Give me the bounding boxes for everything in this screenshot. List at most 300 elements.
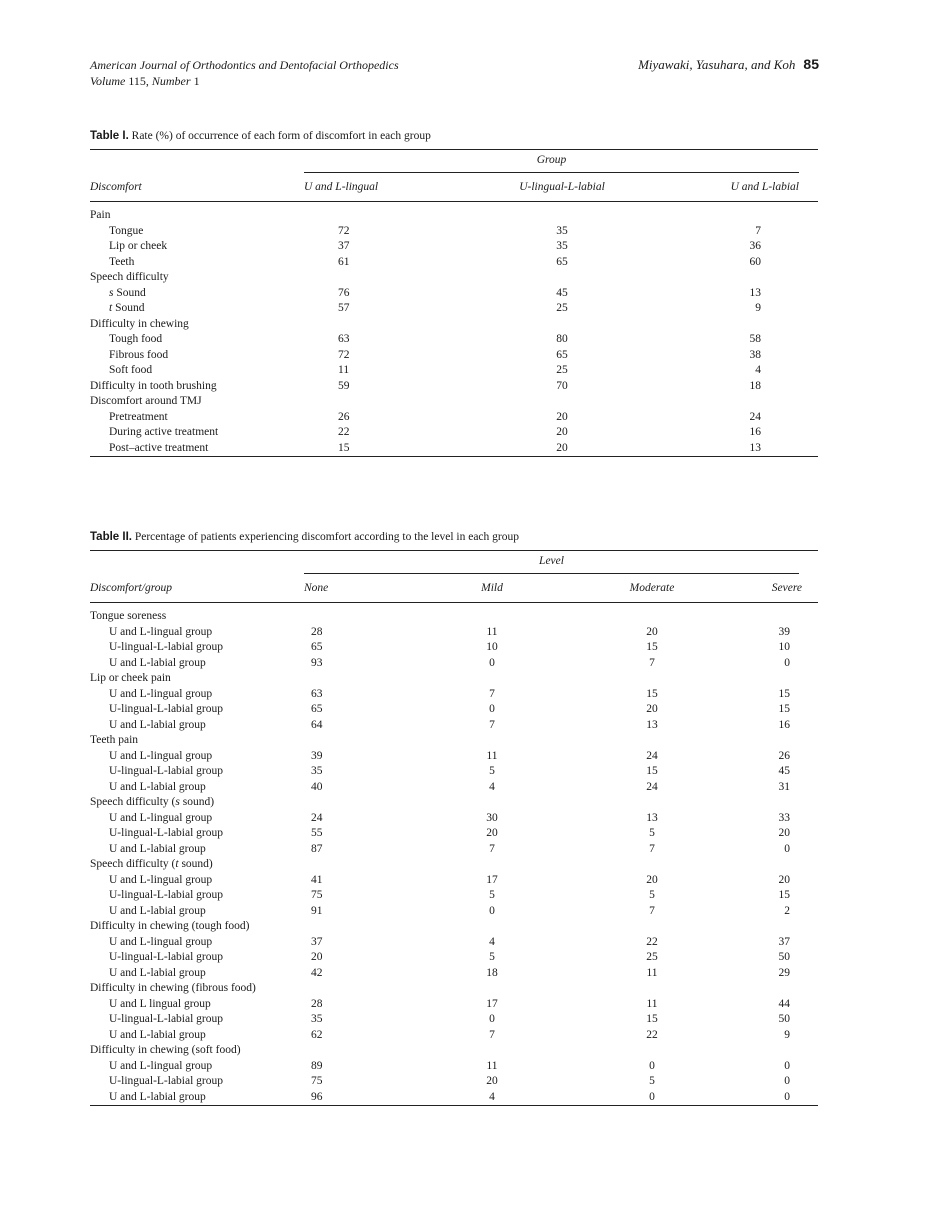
- table-1-body: [90, 208, 818, 457]
- table-cell: 22: [646, 935, 658, 948]
- table-cell: 24: [311, 811, 323, 824]
- table-cell: 44: [778, 997, 790, 1010]
- table-cell: [732, 671, 818, 687]
- table-cell: 24: [646, 749, 658, 762]
- table-cell: 63: [311, 687, 323, 700]
- table-row: [90, 749, 818, 765]
- table-row: [90, 919, 818, 935]
- table-cell: 0: [732, 1090, 818, 1106]
- table-cell: 60: [749, 255, 761, 268]
- row-label-suffix: sound): [179, 796, 215, 808]
- row-label: [90, 857, 304, 873]
- row-label: U-lingual-L-labial group: [109, 889, 224, 901]
- row-label: Lip or cheek pain: [90, 672, 171, 684]
- table-cell: 10: [486, 641, 498, 653]
- table-cell: 65: [311, 641, 323, 653]
- table-cell: [572, 919, 732, 935]
- table-cell: 45: [556, 286, 568, 299]
- table-cell: [304, 317, 412, 333]
- table-cell: 39: [311, 749, 323, 762]
- table-cell: 7: [649, 656, 655, 669]
- table-cell: 40: [311, 780, 323, 793]
- page-number: 85: [803, 56, 819, 72]
- table-cell: 16: [778, 718, 790, 731]
- table-row: [90, 609, 818, 625]
- issue-number: 1: [193, 74, 200, 88]
- table-cell: 25: [556, 302, 568, 314]
- table-cell: 41: [311, 873, 323, 886]
- table-cell: [732, 795, 818, 811]
- row-label: Fibrous food: [109, 348, 169, 361]
- table-cell: [412, 609, 572, 625]
- table-cell: 20: [646, 703, 658, 715]
- table-cell: 22: [646, 1028, 658, 1041]
- row-label: U-lingual-L-labial group: [109, 641, 224, 653]
- table-cell: 11: [338, 364, 350, 376]
- table-row: [90, 425, 818, 441]
- table-cell: 0: [784, 1059, 790, 1072]
- table-cell: 15: [778, 687, 790, 700]
- table-cell: 20: [486, 827, 498, 839]
- table-cell: [412, 317, 712, 333]
- table-cell: 7: [489, 1028, 495, 1041]
- table-1-caption-text: Rate (%) of occurrence of each form of discomfort in each group: [131, 130, 431, 142]
- table-cell: [304, 795, 412, 811]
- table-row: [90, 687, 818, 703]
- table-cell: 75: [311, 1075, 323, 1087]
- table-cell: 25: [646, 951, 658, 963]
- table-cell: 24: [646, 780, 658, 793]
- table-1-col-u-l-labial: U and L-labial: [712, 173, 818, 202]
- table-cell: [304, 1043, 412, 1059]
- row-label: Difficulty in tooth brushing: [90, 379, 217, 392]
- table-row: [90, 224, 818, 240]
- row-label-italic: s: [175, 796, 180, 808]
- table-row: [90, 255, 818, 271]
- table-row: [90, 904, 818, 920]
- table-2-label: Table II.: [90, 531, 132, 543]
- table-cell: [412, 394, 712, 410]
- table-cell: 26: [338, 410, 350, 423]
- table-cell: 0: [489, 904, 495, 917]
- table-row: [90, 826, 818, 842]
- table-cell: 0: [489, 703, 495, 715]
- table-cell: 15: [778, 703, 790, 715]
- table-cell: 91: [311, 904, 323, 917]
- table-row: [90, 857, 818, 873]
- table-cell: 15: [646, 687, 658, 700]
- table-cell: 0: [489, 1013, 495, 1025]
- table-cell: 96: [304, 1090, 412, 1106]
- table-cell: [412, 981, 572, 997]
- table-row: [90, 873, 818, 889]
- table-cell: [732, 919, 818, 935]
- table-row: [90, 625, 818, 641]
- table-cell: [304, 609, 412, 625]
- table-cell: 72: [338, 224, 350, 237]
- table-cell: 25: [556, 364, 568, 376]
- table-row: [90, 966, 818, 982]
- table-cell: 17: [486, 873, 498, 886]
- table-cell: 20: [778, 827, 790, 839]
- table-cell: 29: [778, 966, 790, 979]
- table-cell: [412, 671, 572, 687]
- table-2-caption-text: Percentage of patients experiencing discomfort according to the level in each group: [134, 531, 519, 543]
- table-row: [90, 1043, 818, 1059]
- row-label: U and L-labial group: [109, 656, 206, 669]
- table-cell: 37: [778, 935, 790, 948]
- table-row: [90, 1028, 818, 1044]
- table-cell: [732, 609, 818, 625]
- table-row: [90, 733, 818, 749]
- table-2-col-mild: Mild: [412, 574, 572, 603]
- table-cell: [412, 919, 572, 935]
- table-row: [90, 795, 818, 811]
- table-cell: 20: [556, 410, 568, 423]
- table-row: [90, 656, 818, 672]
- table-cell: [572, 795, 732, 811]
- table-cell: 9: [755, 302, 761, 314]
- table-cell: 37: [338, 240, 350, 252]
- table-cell: 35: [311, 1013, 323, 1025]
- table-row: [90, 1059, 818, 1075]
- row-label: Difficulty in chewing: [90, 317, 189, 330]
- table-cell: [712, 394, 818, 410]
- table-cell: 42: [311, 966, 323, 979]
- row-label: Lip or cheek: [109, 240, 168, 252]
- table-cell: [572, 609, 732, 625]
- table-cell: 64: [311, 718, 323, 731]
- table-cell: 7: [489, 687, 495, 700]
- row-label: U and L-labial group: [90, 1090, 304, 1106]
- row-label: U-lingual-L-labial group: [109, 1013, 224, 1025]
- running-header-right: [638, 56, 819, 73]
- table-cell: 75: [311, 889, 323, 901]
- table-2-col-moderate: Moderate: [572, 574, 732, 603]
- table-row: [90, 671, 818, 687]
- table-row: [90, 780, 818, 796]
- row-label: U and L-labial group: [109, 1028, 206, 1041]
- table-cell: 65: [556, 255, 568, 268]
- table-cell: 11: [646, 966, 658, 979]
- row-label-italic: t: [109, 302, 113, 314]
- row-label-italic: t: [175, 858, 179, 870]
- table-row: [90, 702, 818, 718]
- table-cell: 72: [338, 348, 350, 361]
- table-cell: [304, 919, 412, 935]
- table-cell: 0: [489, 656, 495, 669]
- row-label: Teeth pain: [90, 734, 139, 746]
- table-cell: 20: [486, 1075, 498, 1087]
- table-cell: 11: [486, 625, 498, 638]
- table-row: [90, 997, 818, 1013]
- row-label: Soft food: [109, 364, 153, 376]
- level-header: Level: [304, 551, 799, 574]
- row-label: U and L-labial group: [109, 904, 206, 917]
- table-cell: 20: [646, 625, 658, 638]
- table-cell: 0: [572, 1090, 732, 1106]
- table-cell: 62: [311, 1028, 323, 1041]
- table-cell: [732, 981, 818, 997]
- table-row: [90, 764, 818, 780]
- row-label: U-lingual-L-labial group: [109, 951, 224, 963]
- journal-name: American Journal of Orthodontics and Dentofacial Orthopedics: [90, 58, 399, 72]
- table-cell: 65: [556, 348, 568, 361]
- table-cell: 7: [489, 718, 495, 731]
- table-cell: [732, 1043, 818, 1059]
- row-label: U-lingual-L-labial group: [109, 765, 224, 777]
- table-cell: 15: [646, 1013, 658, 1025]
- table-cell: [304, 270, 412, 286]
- table-cell: 20: [778, 873, 790, 886]
- table-cell: [412, 208, 712, 224]
- row-label: Discomfort around TMJ: [90, 395, 202, 407]
- table-1-label: Table I.: [90, 130, 129, 142]
- table-cell: 0: [649, 1059, 655, 1072]
- table-cell: 33: [778, 811, 790, 824]
- table-row: [90, 286, 818, 302]
- table-cell: [572, 857, 732, 873]
- table-cell: 50: [778, 1013, 790, 1025]
- table-row: [90, 363, 818, 379]
- table-cell: 16: [749, 426, 761, 438]
- table-row: [90, 935, 818, 951]
- table-cell: 28: [311, 625, 323, 638]
- volume-label: Volume: [90, 74, 126, 88]
- row-label: Speech difficulty: [90, 271, 169, 283]
- row-label: Tongue: [109, 224, 144, 237]
- table-1-caption: [90, 130, 818, 142]
- table-cell: 89: [311, 1059, 323, 1072]
- table-cell: [712, 208, 818, 224]
- running-header-left: [90, 57, 399, 89]
- row-label: Difficulty in chewing (tough food): [90, 920, 250, 932]
- table-cell: 30: [486, 811, 498, 824]
- table-cell: 63: [338, 333, 350, 345]
- row-label: [90, 286, 304, 302]
- table-cell: 58: [749, 333, 761, 345]
- table-cell: 15: [646, 765, 658, 777]
- row-label: Teeth: [109, 255, 135, 268]
- table-cell: 5: [649, 1075, 655, 1087]
- table-cell: 11: [646, 997, 658, 1010]
- table-cell: 35: [556, 224, 568, 237]
- table-row: [90, 317, 818, 333]
- table-row: [90, 379, 818, 395]
- table-cell: 59: [338, 379, 350, 392]
- row-label-text: Sound: [113, 286, 146, 299]
- table-cell: 39: [778, 625, 790, 638]
- table-cell: [412, 795, 572, 811]
- table-2-col-discomfort-group: Discomfort/group: [90, 574, 304, 603]
- table-cell: 4: [489, 780, 495, 793]
- table-cell: 20: [311, 951, 323, 963]
- row-label: Difficulty in chewing (soft food): [90, 1044, 241, 1056]
- table-cell: 20: [646, 873, 658, 886]
- row-label-text: Speech difficulty (: [90, 858, 176, 870]
- table-cell: [304, 733, 412, 749]
- table-1-col-u-lingual-l-labial: U-lingual-L-labial: [412, 173, 712, 202]
- table-cell: 70: [556, 379, 568, 392]
- row-label: U and L-lingual group: [109, 811, 213, 824]
- table-cell: 7: [649, 904, 655, 917]
- table-cell: [304, 394, 412, 410]
- table-row: [90, 441, 818, 457]
- authors: Miyawaki, Yasuhara, and Koh: [638, 57, 796, 72]
- table-1-grid: [90, 149, 818, 457]
- table-row: [90, 301, 818, 317]
- table-cell: [412, 1043, 572, 1059]
- table-cell: 5: [649, 827, 655, 839]
- table-cell: 31: [778, 780, 790, 793]
- table-2-caption: [90, 531, 818, 543]
- table-cell: 61: [338, 255, 350, 268]
- table-cell: 4: [755, 364, 761, 376]
- table-cell: 0: [784, 1075, 790, 1087]
- row-label: Difficulty in chewing (fibrous food): [90, 982, 256, 994]
- table-cell: [412, 733, 572, 749]
- table-cell: 4: [412, 1090, 572, 1106]
- table-row: [90, 239, 818, 255]
- table-cell: 87: [311, 842, 323, 855]
- row-label: Post–active treatment: [90, 441, 304, 457]
- table-cell: 93: [311, 656, 323, 669]
- table-cell: 0: [784, 842, 790, 855]
- table-2: [90, 531, 818, 1106]
- table-cell: 5: [649, 889, 655, 901]
- table-row: [90, 950, 818, 966]
- table-row: [90, 718, 818, 734]
- row-label: U-lingual-L-labial group: [109, 827, 224, 839]
- group-header: Group: [304, 150, 799, 173]
- table-cell: 57: [338, 302, 350, 314]
- table-cell: [572, 1043, 732, 1059]
- table-row: [90, 981, 818, 997]
- row-label: U and L-lingual group: [109, 1059, 213, 1072]
- table-row: [90, 811, 818, 827]
- table-cell: 5: [489, 889, 495, 901]
- table-cell: 24: [749, 410, 761, 423]
- number-label: Number: [151, 74, 191, 88]
- table-cell: 35: [556, 240, 568, 252]
- table-row: [90, 888, 818, 904]
- table-cell: 55: [311, 827, 323, 839]
- volume-info: [90, 73, 399, 89]
- table-row: [90, 640, 818, 656]
- table-2-col-none: None: [304, 574, 412, 603]
- table-cell: [412, 857, 572, 873]
- row-label: U and L-lingual group: [109, 935, 213, 948]
- table-cell: [732, 857, 818, 873]
- table-row: [90, 332, 818, 348]
- table-row: [90, 1090, 818, 1106]
- table-cell: 5: [489, 951, 495, 963]
- table-cell: 7: [755, 224, 761, 237]
- row-label: U-lingual-L-labial group: [109, 1075, 224, 1087]
- table-cell: 5: [489, 765, 495, 777]
- table-cell: [712, 270, 818, 286]
- table-cell: 35: [311, 765, 323, 777]
- table-row: [90, 842, 818, 858]
- table-cell: 80: [556, 333, 568, 345]
- table-row: [90, 410, 818, 426]
- table-cell: 7: [649, 842, 655, 855]
- row-label: U and L-lingual group: [109, 873, 213, 886]
- table-cell: [304, 857, 412, 873]
- table-cell: 13: [749, 286, 761, 299]
- row-label: U and L-labial group: [109, 842, 206, 855]
- table-cell: [304, 981, 412, 997]
- table-cell: 15: [646, 641, 658, 653]
- table-cell: 38: [749, 348, 761, 361]
- table-cell: 9: [784, 1028, 790, 1041]
- row-label: [90, 301, 304, 317]
- table-cell: 15: [304, 441, 412, 457]
- row-label-suffix: sound): [178, 858, 213, 870]
- row-label: U and L-lingual group: [109, 749, 213, 762]
- table-2-col-severe: Severe: [732, 574, 818, 603]
- row-label-text: Speech difficulty (: [90, 796, 176, 808]
- table-cell: 11: [486, 749, 498, 762]
- table-2-grid: [90, 550, 818, 1106]
- table-2-body: [90, 609, 818, 1106]
- table-cell: [304, 208, 412, 224]
- table-row: [90, 348, 818, 364]
- table-cell: 4: [489, 935, 495, 948]
- table-cell: 22: [338, 426, 350, 438]
- table-cell: 76: [338, 286, 350, 299]
- table-1: [90, 130, 818, 457]
- row-label: [90, 795, 304, 811]
- table-cell: 50: [778, 951, 790, 963]
- row-label-italic: s: [109, 286, 114, 299]
- table-cell: 2: [784, 904, 790, 917]
- table-cell: 13: [712, 441, 818, 457]
- table-cell: 13: [646, 718, 658, 731]
- table-cell: 37: [311, 935, 323, 948]
- table-cell: 0: [784, 656, 790, 669]
- table-1-col-discomfort: Discomfort: [90, 173, 304, 202]
- volume-number: 115,: [128, 74, 149, 88]
- table-cell: 13: [646, 811, 658, 824]
- row-label: During active treatment: [109, 426, 219, 438]
- table-cell: [572, 733, 732, 749]
- row-label: U-lingual-L-labial group: [109, 703, 224, 715]
- table-cell: 17: [486, 997, 498, 1010]
- row-label: Tongue soreness: [90, 610, 167, 622]
- table-cell: 20: [412, 441, 712, 457]
- table-row: [90, 1074, 818, 1090]
- table-cell: [304, 671, 412, 687]
- table-cell: [572, 671, 732, 687]
- table-row: [90, 394, 818, 410]
- table-row: [90, 208, 818, 224]
- row-label: U and L-labial group: [109, 966, 206, 979]
- row-label: U and L-lingual group: [109, 687, 213, 700]
- row-label: U and L-labial group: [109, 718, 206, 731]
- table-cell: 18: [486, 966, 498, 979]
- row-label: U and L-lingual group: [109, 625, 213, 638]
- table-cell: [572, 981, 732, 997]
- row-label: U and L-labial group: [109, 780, 206, 793]
- table-cell: 28: [311, 997, 323, 1010]
- row-label: Pretreatment: [109, 410, 168, 423]
- row-label-text: Sound: [112, 302, 145, 314]
- table-cell: 45: [778, 765, 790, 777]
- row-label: Pain: [90, 209, 111, 221]
- table-cell: 7: [489, 842, 495, 855]
- table-cell: 10: [778, 641, 790, 653]
